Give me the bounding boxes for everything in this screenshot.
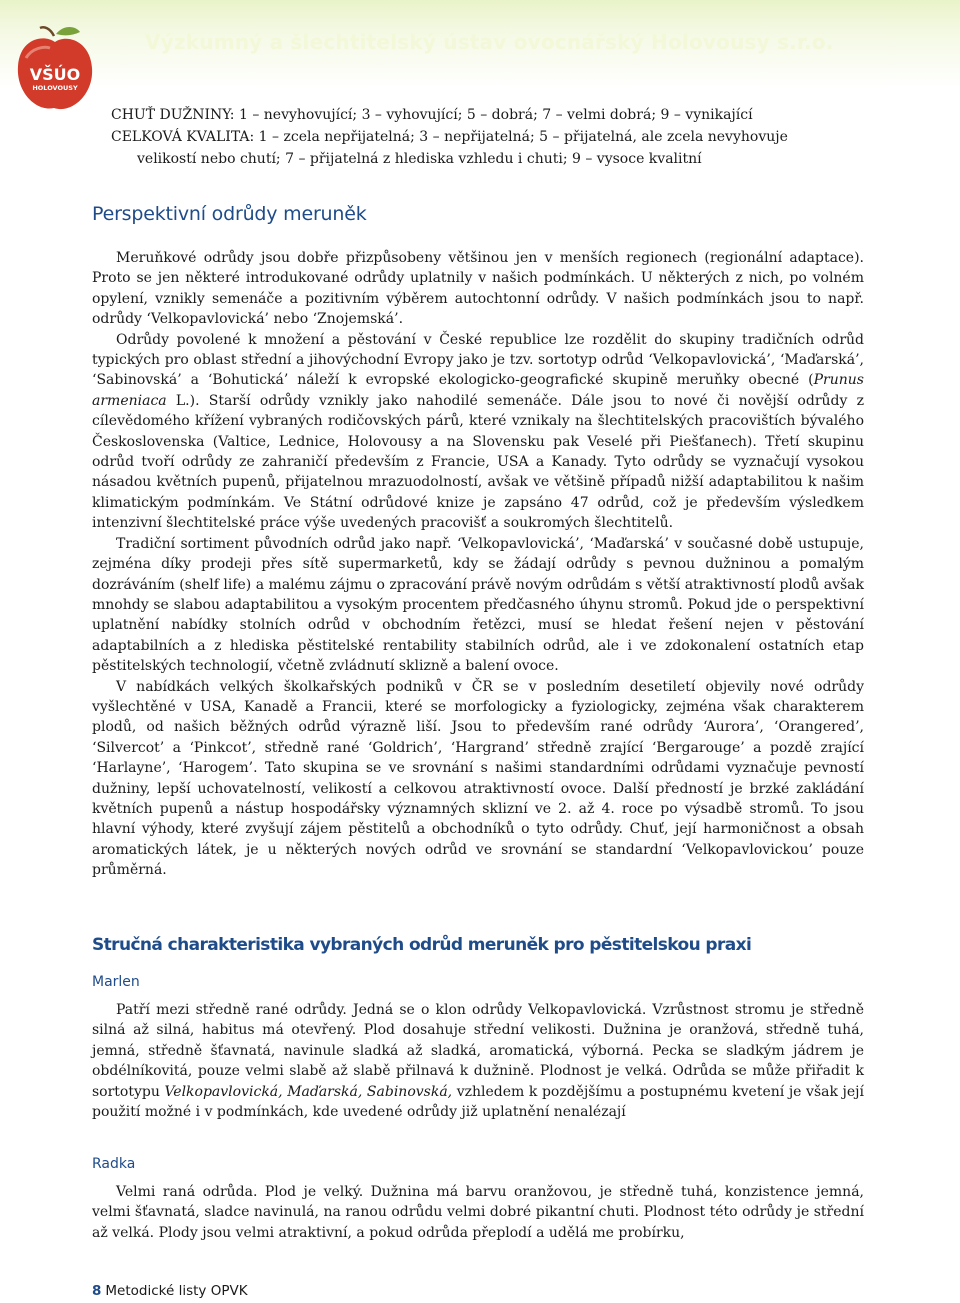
page-footer bbox=[92, 1283, 248, 1299]
logo-subtext: HOLOVOUSY bbox=[32, 84, 78, 92]
series-name: Metodické listy OPVK bbox=[105, 1283, 248, 1299]
variety-heading-radka: Radka bbox=[92, 1156, 136, 1172]
apple-logo-icon bbox=[14, 22, 96, 114]
variety-text-radka: Velmi raná odrůda. Plod je velký. Dužnina má barvu oranžovou, je středně tuhá, konzistence jemná, velmi šťavnatá, sladce navinulá, na ranou odrůdu velmi dobré pikantní chuti. Plodnost této odrůdy je střední až velká. Plody jsou velmi atraktivní, a pokud odrůda přeplodí a udělá me probírku, bbox=[92, 1184, 864, 1241]
quality-scale-key: CELKOVÁ KVALITA: 1 – zcela nepřijatelná; 3 – nepřijatelná; 5 – přijatelná, ale zcela nevyhovuje bbox=[111, 129, 788, 145]
paragraph: Meruňkové odrůdy jsou dobře přizpůsobeny většinou jen v menších regionech (regionální adaptace). Proto se jen některé introdukované odrůdy uplatnily v našich podmínkách. U některých z nich, po volném opylení, vznikly semenáče a pozitivním výběrem autochtonní odrůdy. V našich podmínkách jsou to např. odrůdy ‘Velkopavlovická’ nebo ‘Znojemská’. bbox=[92, 250, 864, 328]
paragraph: Tradiční sortiment původních odrůd jako např. ‘Velkopavlovická’, ‘Maďarská’ v současné době ustupuje, zejména díky prodeji přes sítě supermarketů, kdy se žádají odrůdy s pevnou dužninou a pomalým dozráváním (shelf life) a malému zájmu o zpracování právě novým odrůdám s větší atraktivností plodů avšak mnohdy se slabou adaptabilitou a vysokým procentem předčasného úhynu stromů. Pokud jde o perspektivní uplatnění nabídky stolních odrůd v obchodním řetězci, musí se hledat řešení nejen v pěstování adaptabilních a z hlediska pěstitelské rentability stabilních odrůd, ale i ve zdokonalení ostatních etap pěstitelských technologií, včetně zvládnutí sklizně a balení ovoce. bbox=[92, 535, 864, 675]
section-heading-characteristics: Stručná charakteristika vybraných odrůd meruněk pro pěstitelskou praxi bbox=[92, 935, 752, 955]
quality-scale-key-cont: velikostí nebo chutí; 7 – přijatelná z hlediska vzhledu i chuti; 9 – vysoce kvalitní bbox=[137, 151, 702, 167]
taste-scale-key: CHUŤ DUŽNINY: 1 – nevyhovující; 3 – vyhovující; 5 – dobrá; 7 – velmi dobrá; 9 – vynikající bbox=[111, 107, 753, 123]
section-heading-perspective: Perspektivní odrůdy meruněk bbox=[92, 203, 367, 225]
variety-heading-marlen: Marlen bbox=[92, 974, 140, 990]
section-body-perspective bbox=[92, 248, 864, 881]
paragraph: Odrůdy povolené k množení a pěstování v České republice lze rozdělit do skupiny tradičních odrůd typických pro oblast střední a jihovýchodní Evropy jako je tzv. sortotyp odrůd ‘Velkopavlovická’, ‘Maďarská’, ‘Sabinovská’ a ‘Bohutická’ náleží k evropské ekologicko-geografické skupině meruňky obecné (Prunus armeniaca L.). Starší odrůdy vznikly jako nahodilé semenáče. Dále jsou to nové či novější odrůdy z cílevědomého křížení vybraných rodičovských párů, které vznikaly na šlechtitelských pracovištích bývalého Československa (Valtice, Lednice, Holovousy a na Slovensku pak Veselé při Piešťanech). Třetí skupinu odrůd tvoří odrůdy ze zahraničí především z Francie, USA a Kanady. Tyto odrůdy se vyznačují vysokou násadou květních pupenů, přijatelnou mrazuodolností, avšak ve většině případů nižší adaptabilitou k našim klimatickým podmínkám. Ve Státní odrůdové knize je zapsáno 47 odrůd, což je především výsledkem intenzivní šlechtitelské práce výše uvedených pracovišť a soukromých šlechtitelů. bbox=[92, 331, 864, 532]
page-number: 8 bbox=[92, 1283, 102, 1299]
logo-text: VŠÚO bbox=[29, 65, 81, 84]
institute-title: Výzkumný a šlechtitelský ústav ovocnářský Holovousy s.r.o. bbox=[145, 30, 834, 54]
variety-text-marlen: Patří mezi středně rané odrůdy. Jedná se o klon odrůdy Velkopavlovická. Vzrůstnost stromu je středně silná až silná, habitus má otevřený. Plod dosahuje střední velikosti. Dužnina je oranžová, středně tuhá, jemná, středně šťavnatá, navinule sladká až sladká, aromatická, výborná. Pecka se sladkým jádrem je obdélníkovitá, pouze velmi slabě až slabě přilnavá k dužnině. Plodnost je velká. Odrůda se může přiřadit k sortotypu Velkopavlovická, Maďarská, Sabinovská, vzhledem k pozdějšímu a postupnému kvetení je však její použití možné i v podmínkách, kde uvedené odrůdy již uplatnění nenalézají bbox=[92, 1002, 864, 1121]
paragraph: V nabídkách velkých školkařských podniků v ČR se v posledním desetiletí objevily nové odrůdy vyšlechtěné v USA, Kanadě a Francii, které se morfologicky a fyziologicky, zejména však charakterem plodů, od našich běžných odrůd výrazně liší. Jsou to především rané odrůdy ‘Aurora’, ‘Orangered’, ‘Silvercot’ a ‘Pinkcot’, středně rané ‘Goldrich’, ‘Hargrand’ středně zrající ‘Bergarouge’ a pozdě zrající ‘Harlayne’, ‘Harogem’. Tato skupina se ve srovnání s našimi standardními odrůdami vyznačuje pevností dužniny, lepší uchovatelností, velikostí a celkovou atraktivností ovoce. Další předností je brzké zakládání květních pupenů a nástup hospodářsky významných sklizní ve 2. až 4. roce po výsadbě stromů. To jsou hlavní výhody, které zvyšují zájem pěstitelů a obchodníků o tyto odrůdy. Chuť, její harmoničnost a obsah aromatických látek, je u některých nových odrůd ve srovnání se standardní ‘Velkopavlovickou’ pouze průměrná. bbox=[92, 678, 864, 879]
